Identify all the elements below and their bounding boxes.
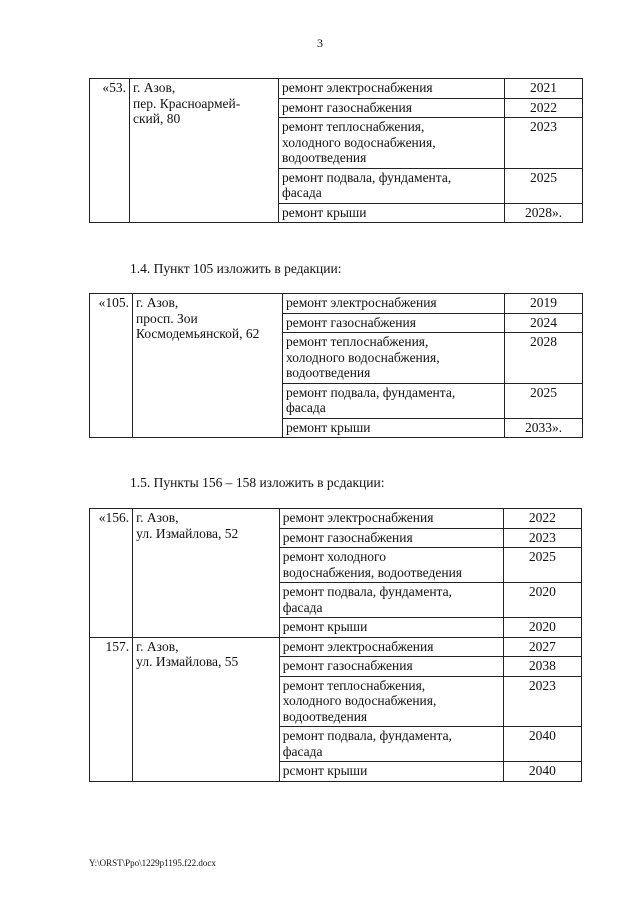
work-type-cell: ремонт крыши bbox=[279, 618, 503, 638]
work-type-cell: ремонт электроснабжения bbox=[279, 637, 503, 657]
item-number: «105. bbox=[90, 294, 133, 438]
work-type-cell: рсмонт крыши bbox=[279, 762, 503, 782]
work-type-cell: ремонт подвала, фундамента, фасада bbox=[283, 383, 505, 418]
year-cell: 2022 bbox=[503, 509, 581, 529]
work-type-cell: ремонт теплоснабжения, холодного водоснабжения, водоотведения bbox=[283, 333, 505, 384]
work-type-cell: ремонт электроснабжения bbox=[283, 294, 505, 314]
year-cell: 2019 bbox=[505, 294, 583, 314]
year-cell: 2040 bbox=[503, 762, 581, 782]
year-cell: 2038 bbox=[503, 657, 581, 677]
year-cell: 2020 bbox=[503, 618, 581, 638]
year-cell: 2027 bbox=[503, 637, 581, 657]
year-cell: 2040 bbox=[503, 727, 581, 762]
year-cell: 2024 bbox=[505, 313, 583, 333]
year-cell: 2023 bbox=[503, 528, 581, 548]
work-type-cell: ремонт холодного водоснабжения, водоотведения bbox=[279, 548, 503, 583]
table-row bbox=[90, 79, 583, 99]
paragraph-1-4: 1.4. Пункт 105 изложить в редакции: bbox=[130, 261, 342, 276]
work-type-cell: ремонт подвала, фундамента, фасада bbox=[279, 168, 505, 203]
address-cell: г. Азов, ул. Измайлова, 52 bbox=[133, 509, 280, 638]
address-cell: г. Азов, ул. Измайлова, 55 bbox=[133, 637, 280, 781]
table-row bbox=[90, 637, 582, 657]
repair-table-3 bbox=[89, 508, 582, 782]
item-number: «156. bbox=[90, 509, 133, 638]
year-cell: 2025 bbox=[505, 168, 583, 203]
work-type-cell: ремонт крыши bbox=[283, 418, 505, 438]
table-row bbox=[90, 294, 583, 314]
page-number: 3 bbox=[317, 36, 323, 50]
year-cell: 2022 bbox=[505, 98, 583, 118]
year-cell: 2028 bbox=[505, 333, 583, 384]
work-type-cell: ремонт газоснабжения bbox=[279, 98, 505, 118]
work-type-cell: ремонт теплоснабжения, холодного водоснабжения, водоотведения bbox=[279, 676, 503, 727]
address-cell: г. Азов, просп. Зои Космодемьянской, 62 bbox=[133, 294, 283, 438]
item-number: 157. bbox=[90, 637, 133, 781]
year-cell: 2020 bbox=[503, 583, 581, 618]
work-type-cell: ремонт газоснабжения bbox=[279, 528, 503, 548]
work-type-cell: ремонт подвала, фундамента, фасада bbox=[279, 583, 503, 618]
year-cell: 2023 bbox=[505, 118, 583, 169]
year-cell: 2025 bbox=[505, 383, 583, 418]
repair-table-1 bbox=[89, 78, 583, 223]
year-cell: 2025 bbox=[503, 548, 581, 583]
work-type-cell: ремонт крыши bbox=[279, 203, 505, 223]
table-row bbox=[90, 509, 582, 529]
address-cell: г. Азов, пер. Красноармей- ский, 80 bbox=[130, 79, 279, 223]
work-type-cell: ремонт газоснабжения bbox=[283, 313, 505, 333]
item-number: «53. bbox=[90, 79, 130, 223]
work-type-cell: ремонт теплоснабжения, холодного водоснабжения, водоотведения bbox=[279, 118, 505, 169]
year-cell: 2021 bbox=[505, 79, 583, 99]
year-cell: 2023 bbox=[503, 676, 581, 727]
work-type-cell: ремонт электроснабжения bbox=[279, 79, 505, 99]
year-cell: 2033». bbox=[505, 418, 583, 438]
work-type-cell: ремонт подвала, фундамента, фасада bbox=[279, 727, 503, 762]
work-type-cell: ремонт газоснабжения bbox=[279, 657, 503, 677]
year-cell: 2028». bbox=[505, 203, 583, 223]
repair-table-2 bbox=[89, 293, 583, 438]
work-type-cell: ремонт электроснабжения bbox=[279, 509, 503, 529]
paragraph-1-5: 1.5. Пункты 156 – 158 изложить в рсдакции: bbox=[130, 475, 385, 490]
file-path-footer: Y:\ORST\Ppo\1229p1195.f22.docx bbox=[89, 858, 216, 868]
